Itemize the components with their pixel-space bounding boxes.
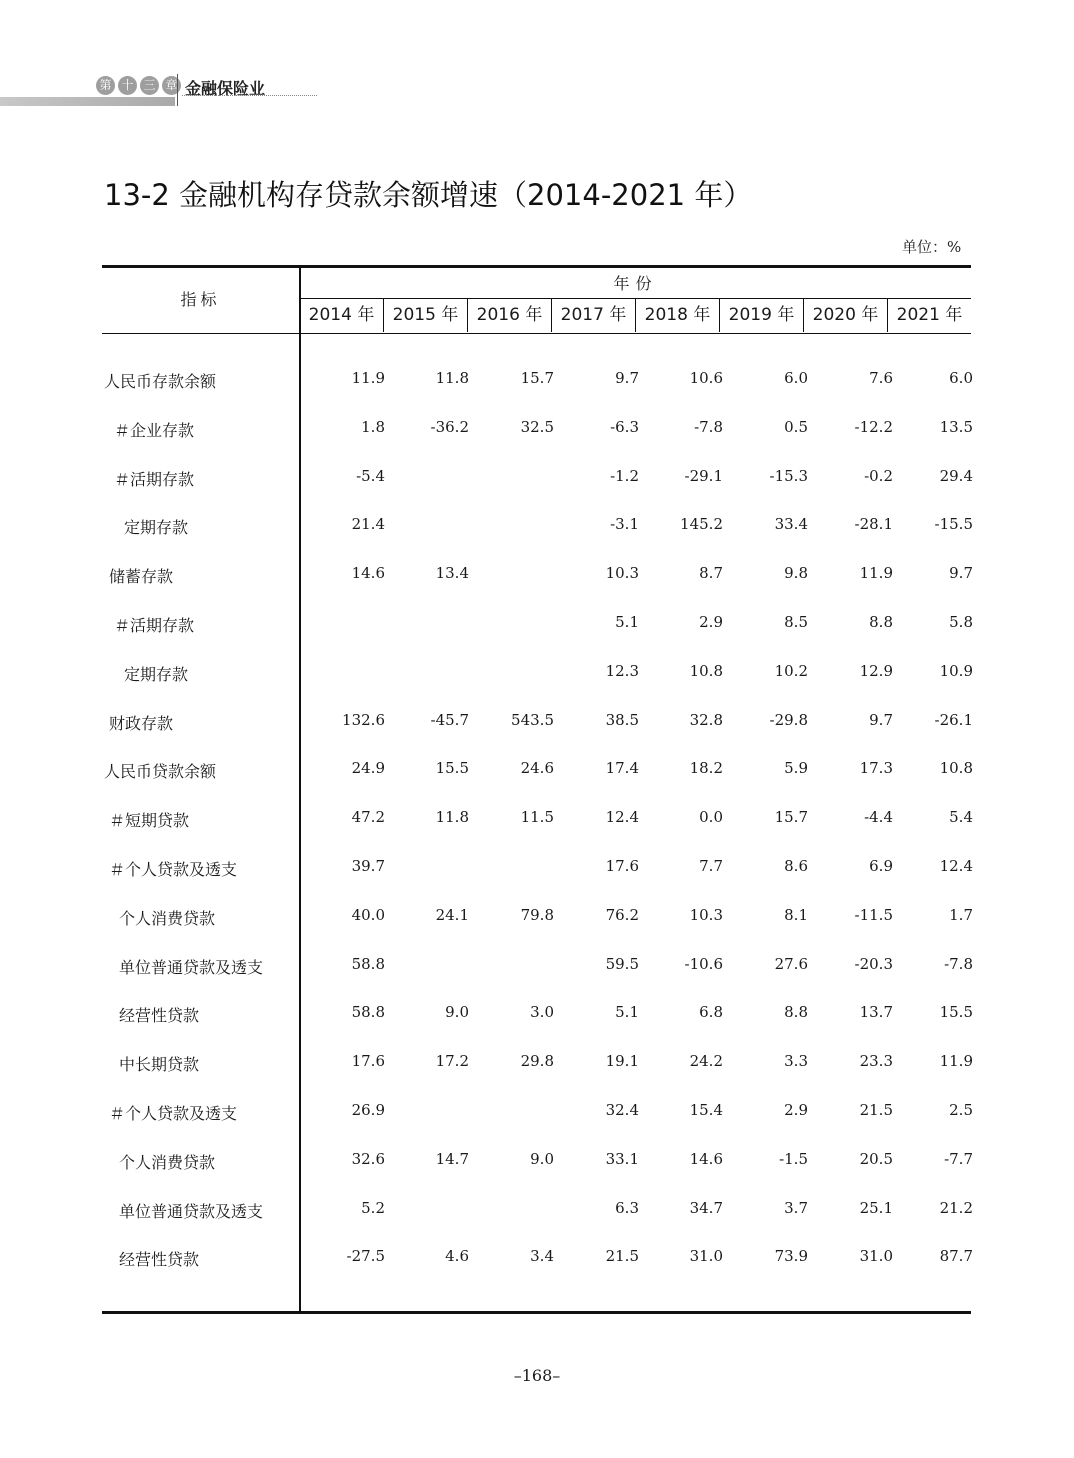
table-cell: 5.4 [949,808,973,827]
table-cell: 10.3 [689,905,723,924]
table-cell: 12.3 [605,661,639,680]
table-cell: 10.8 [939,759,973,778]
table-cell: 2.9 [784,1101,808,1119]
row-label: 储蓄存款 [109,567,174,587]
table-cell: 33.1 [605,1149,639,1168]
table-row [102,808,971,838]
table-cell: 11.8 [435,369,469,387]
year-header: 2015 年 [383,299,467,332]
table-cell: 34.7 [689,1198,723,1217]
table-cell: 132.6 [342,710,385,729]
row-label: 单位普通贷款及透支 [119,957,264,977]
unit-label: 单位：% [902,238,962,256]
table-cell: 0.0 [699,808,723,827]
table-cell: -12.2 [854,417,893,436]
table-cell: 6.9 [869,857,893,875]
table-cell: -6.3 [610,417,639,436]
table-cell: 8.6 [784,857,808,875]
row-label: ＃活期存款 [114,616,195,635]
table-cell: 3.7 [784,1198,808,1217]
table-cell: -0.2 [864,466,893,485]
table-row [102,1101,971,1131]
row-label: 人民币存款余额 [104,372,217,391]
table-cell: 11.9 [939,1052,973,1071]
table-cell: 14.6 [351,564,385,583]
table-cell: 12.4 [939,857,973,875]
row-label: ＃个人贷款及透支 [109,1104,238,1123]
row-label: 人民币贷款余额 [104,762,217,782]
table-bottom-rule [102,1311,971,1314]
table-cell: -20.3 [854,954,893,973]
table-cell: 8.5 [784,613,808,631]
table-cell: 9.7 [869,710,893,729]
table-cell: 13.5 [939,417,973,436]
table-cell: 11.5 [520,808,554,827]
table-cell: 32.6 [351,1149,385,1168]
table-cell: 24.2 [689,1052,723,1071]
table-cell: 14.6 [689,1149,723,1168]
table-cell: 0.5 [784,417,808,436]
table-cell: 3.4 [530,1247,554,1266]
table-cell: 5.1 [615,613,639,631]
table-cell: -1.2 [610,466,639,485]
table-cell: 6.0 [784,369,808,387]
table-row [102,369,971,399]
table-cell: 9.7 [949,564,973,583]
row-label: 单位普通贷款及透支 [119,1201,264,1221]
table-cell: -26.1 [934,710,973,729]
table-cell: -29.1 [684,466,723,485]
table-cell: 19.1 [605,1052,639,1071]
table-cell: 24.1 [435,905,469,924]
table-cell: 31.0 [689,1247,723,1266]
header-band [0,97,175,106]
table-cell: 32.8 [689,710,723,729]
table-cell: 40.0 [351,905,385,924]
table-cell: 12.9 [859,661,893,680]
row-label: 个人消费贷款 [119,1152,216,1172]
table-cell: 6.3 [615,1198,639,1217]
chapter-char: 第 [96,76,115,95]
table-cell: 1.8 [361,417,385,436]
table-cell: 32.4 [605,1101,639,1119]
year-span-header: 年份 [613,274,658,293]
table-cell: 79.8 [520,905,554,924]
table-cell: -4.4 [864,808,893,827]
table-row [102,1003,971,1033]
table-cell: 26.9 [351,1101,385,1119]
table-cell: -15.3 [769,466,808,485]
row-label: ＃个人贷款及透支 [109,860,238,879]
table-cell: 11.9 [351,369,385,387]
table-row [102,662,971,692]
section-title: 金融保险业 [185,79,266,98]
table-cell: 2.5 [949,1101,973,1119]
table-cell: 5.9 [784,759,808,778]
table-cell: 21.2 [939,1198,973,1217]
year-header: 2016 年 [467,299,551,332]
table-cell: -28.1 [854,515,893,534]
stub-header: 指标 [180,290,221,309]
table-top-rule [102,265,971,268]
row-label: 财政存款 [109,713,174,733]
table-cell: 145.2 [680,515,723,534]
row-label: 定期存款 [124,518,189,538]
table-cell: 39.7 [351,857,385,875]
table-row [102,564,971,594]
table-row [102,613,971,643]
table-cell: 8.1 [784,905,808,924]
table-cell: 1.7 [949,905,973,924]
table-cell: -7.8 [694,417,723,436]
chapter-char: 十 [118,76,137,95]
table-cell: 18.2 [689,759,723,778]
table-cell: 58.8 [351,954,385,973]
table-cell: 4.6 [445,1247,469,1266]
table-cell: 10.2 [774,661,808,680]
table-cell: 24.9 [351,759,385,778]
table-cell: 47.2 [351,808,385,827]
table-cell: -7.7 [944,1149,973,1168]
table-cell: 10.8 [689,661,723,680]
table-cell: 25.1 [859,1198,893,1217]
table-row [102,467,971,497]
year-header: 2014 年 [308,305,375,325]
row-label: 中长期贷款 [119,1055,200,1075]
table-row [102,955,971,985]
row-label: 个人消费贷款 [119,908,216,928]
row-label: ＃短期贷款 [109,811,190,831]
table-row [102,857,971,887]
table-cell: 76.2 [605,905,639,924]
table-row [102,1052,971,1082]
table-cell: 21.4 [351,515,385,534]
table-row [102,1150,971,1180]
table-cell: 17.4 [605,759,639,778]
table-cell: 5.1 [615,1003,639,1022]
table-cell: 73.9 [774,1247,808,1266]
row-label: 经营性贷款 [119,1250,200,1270]
table-cell: 9.8 [784,564,808,583]
table-cell: 11.8 [435,808,469,827]
table-cell: 24.6 [520,759,554,778]
table-cell: -7.8 [944,954,973,973]
table-cell: 17.6 [605,857,639,875]
row-label: 经营性贷款 [119,1006,200,1026]
table-row [102,711,971,741]
year-header: 2017 年 [551,299,635,332]
table-cell: 15.4 [689,1101,723,1119]
table-cell: 87.7 [939,1247,973,1266]
table-cell: 13.4 [435,564,469,583]
table-cell: -36.2 [430,417,469,436]
row-label: ＃企业存款 [114,420,195,440]
table-cell: 33.4 [774,515,808,534]
table-cell: 29.4 [939,466,973,485]
year-header-row [300,299,971,332]
table-cell: 17.6 [351,1052,385,1071]
table-cell: 8.8 [784,1003,808,1022]
table-cell: 2.9 [699,613,723,631]
row-label: ＃活期存款 [114,469,195,489]
table-cell: 3.3 [784,1052,808,1071]
table-row [102,906,971,936]
table-cell: 15.7 [520,369,554,387]
table-cell: 23.3 [859,1052,893,1071]
table-cell: 17.2 [435,1052,469,1071]
table-cell: 10.6 [689,369,723,387]
table-cell: 38.5 [605,710,639,729]
table-cell: 9.7 [615,369,639,387]
year-header: 2019 年 [719,299,803,332]
table-cell: 6.0 [949,369,973,387]
row-label: 定期存款 [124,664,189,684]
table-cell: -3.1 [610,515,639,534]
table-cell: 15.5 [939,1003,973,1022]
table-cell: 7.7 [699,857,723,875]
table-cell: 9.0 [445,1003,469,1022]
table-cell: 21.5 [605,1247,639,1266]
table-row [102,1199,971,1229]
table-row [102,1247,971,1277]
table-cell: 29.8 [520,1052,554,1071]
table-cell: 13.7 [859,1003,893,1022]
table-cell: 12.4 [605,808,639,827]
chapter-char: 章 [162,76,181,95]
table-cell: 9.0 [530,1149,554,1168]
page-title: 13-2 金融机构存贷款余额增速（2014-2021 年） [104,178,753,212]
table-row [102,759,971,789]
table-cell: 58.8 [351,1003,385,1022]
chapter-badge [96,76,181,95]
table-cell: 8.8 [869,613,893,631]
table-cell: 31.0 [859,1247,893,1266]
table-cell: 32.5 [520,417,554,436]
table-cell: 59.5 [605,954,639,973]
table-cell: 20.5 [859,1149,893,1168]
year-header: 2018 年 [635,299,719,332]
table-cell: 10.3 [605,564,639,583]
table-cell: -45.7 [430,710,469,729]
table-cell: 11.9 [859,564,893,583]
table-cell: -5.4 [356,466,385,485]
table-cell: 543.5 [511,710,554,729]
table-cell: 10.9 [939,661,973,680]
table-cell: 27.6 [774,954,808,973]
header-divider [177,74,178,106]
year-header: 2020 年 [803,299,887,332]
header-dotted-rule [182,95,317,96]
table-cell: 15.7 [774,808,808,827]
table-cell: 15.5 [435,759,469,778]
table-cell: 8.7 [699,564,723,583]
year-header: 2021 年 [887,299,971,332]
table-cell: 14.7 [435,1149,469,1168]
table-cell: -27.5 [346,1247,385,1266]
table-cell: -29.8 [769,710,808,729]
table-cell: -1.5 [779,1149,808,1168]
chapter-char: 三 [140,76,159,95]
table-cell: 6.8 [699,1003,723,1022]
table-row [102,515,971,545]
table-cell: 7.6 [869,369,893,387]
table-cell: 21.5 [859,1101,893,1119]
table-cell: 5.2 [361,1198,385,1217]
table-cell: 17.3 [859,759,893,778]
table-row [102,418,971,448]
table-cell: -10.6 [684,954,723,973]
table-cell: 5.8 [949,613,973,631]
page-number: –168– [513,1366,561,1385]
table-cell: -11.5 [854,905,893,924]
table-cell: 3.0 [530,1003,554,1022]
table-cell: -15.5 [934,515,973,534]
header-bottom-rule [102,333,971,334]
